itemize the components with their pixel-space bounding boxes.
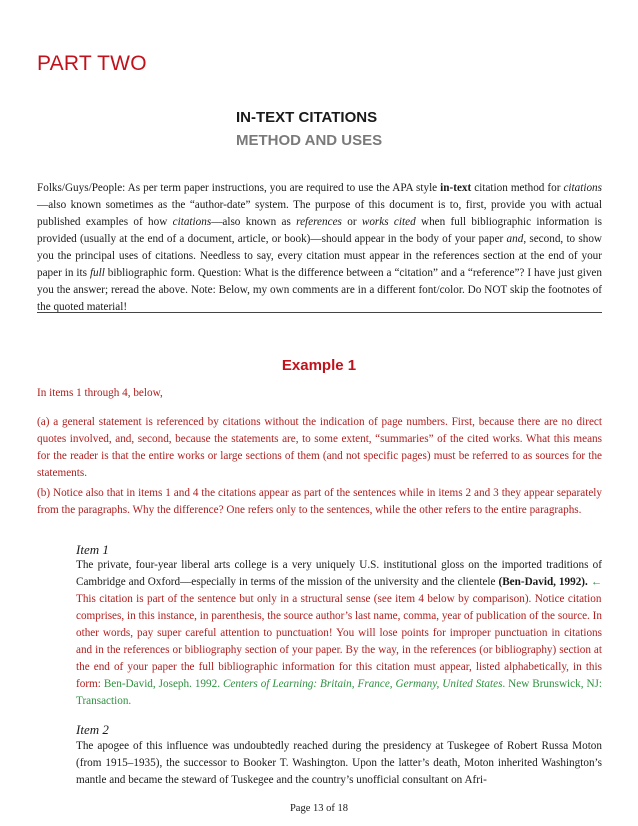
item-2-heading: Item 2 (76, 722, 109, 737)
example-point-b: (b) Notice also that in items 1 and 4 the citations appear as part of the sentences while in items 2 and 3 they appear separately from the paragraphs. Why the difference? One refers only to the sentences, while the other refers to the entire paragraphs. (37, 487, 602, 516)
part-heading: PART TWO (37, 52, 147, 75)
reference-title: Centers of Learning: Britain, France, Germany, United States (222, 678, 503, 690)
example-heading: Example 1 (281, 357, 357, 374)
item-2-body: The apogee of this influence was undoubtedly reached during the presidency at Tuskegee of Robert Russa Moton (from 1915–1935), the successor to Booker T. Washington. Upon the latter’s death, Moton inherited Washington’s mantle and became the steward of Tuskegee and the country’s unofficial consultant on Afri- (76, 740, 602, 786)
item-1-heading: Item 1 (76, 542, 109, 557)
section-divider (37, 312, 602, 313)
item-1-citation: (Ben-David, 1992). (498, 576, 588, 588)
arrow-left-icon: ← (587, 576, 603, 588)
reference-author: Ben-David, Joseph. 1992. (103, 678, 223, 690)
item-1-comment: This citation is part of the sentence but only in a structural sense (see item 4 below by comparison). Notice citation comprises, in this instance, in parenthesis, the source author’s last name, comma, year of publication of the source. In other words, pay super careful attention to punctuation! You will lose points for improper punctuation in citations and in the references or bibliography section of your paper. By the way, in the references (or bibliography) section at the end of your paper the full bibliographic information for this citation must appear, listed alphabetically, in this form: (76, 593, 602, 690)
page-number: Page 13 of 18 (289, 803, 349, 814)
item-1-body: The private, four-year liberal arts college is a very uniquely U.S. institutional gloss on the imported traditions of Cambridge and Oxford—especially in terms of the mission of the university and the clientele (Ben-David, 1992). ← This citation is part of the sentence but only in a structural sense (see item 4 below by comparison). Notice citation comprises, in this instance, in parenthesis, the source author’s last name, comma, year of publication of the source. In other words, pay super careful attention to punctuation! You will lose points for improper punctuation in citations and in the references or bibliography section of your paper. By the way, in the references (or bibliography) section at the end of your paper the full bibliographic information for this citation must appear, listed alphabetically, in this form: Ben-David, Joseph. 1992. Centers of Learning: Britain, France, Germany, United States. New Brunswick, NJ: Transaction. (76, 559, 603, 707)
document-title: IN-TEXT CITATIONS (236, 109, 378, 126)
intro-paragraph: Folks/Guys/People: As per term paper instructions, you are required to use the APA style in-text citation method for citations—also known sometimes as the “author-date” system. The purpose of this document is to, first, provide you with actual published examples of how citations—also known as references or works cited when full bibliographic information is provided (usually at the end of a document, article, or book)—should appear in the body of your paper and, second, to show you the principal uses of citations. Needless to say, every citation must appear in the references section at the end of your paper in its full bibliographic form. Question: What is the difference between a “citation” and a “reference”? I have just given you the answer; reread the above. Note: Below, my own comments are in a different font/color. Do NOT skip the footnotes of the quoted material! (37, 182, 603, 313)
reference-publisher: . New Brunswick, NJ: Transaction. (76, 678, 602, 707)
example-intro: In items 1 through 4, below, (37, 387, 163, 399)
document-subtitle: METHOD AND USES (236, 132, 383, 149)
example-point-a: (a) a general statement is referenced by citations without the indication of page numbers. First, because there are no direct quotes involved, and, second, because the statements are, to some extent, “summaries” of the cited works. What this means for the reader is that the entire works or large sections of them (and not specific pages) must be referred to as sources for the statements. (37, 416, 602, 479)
